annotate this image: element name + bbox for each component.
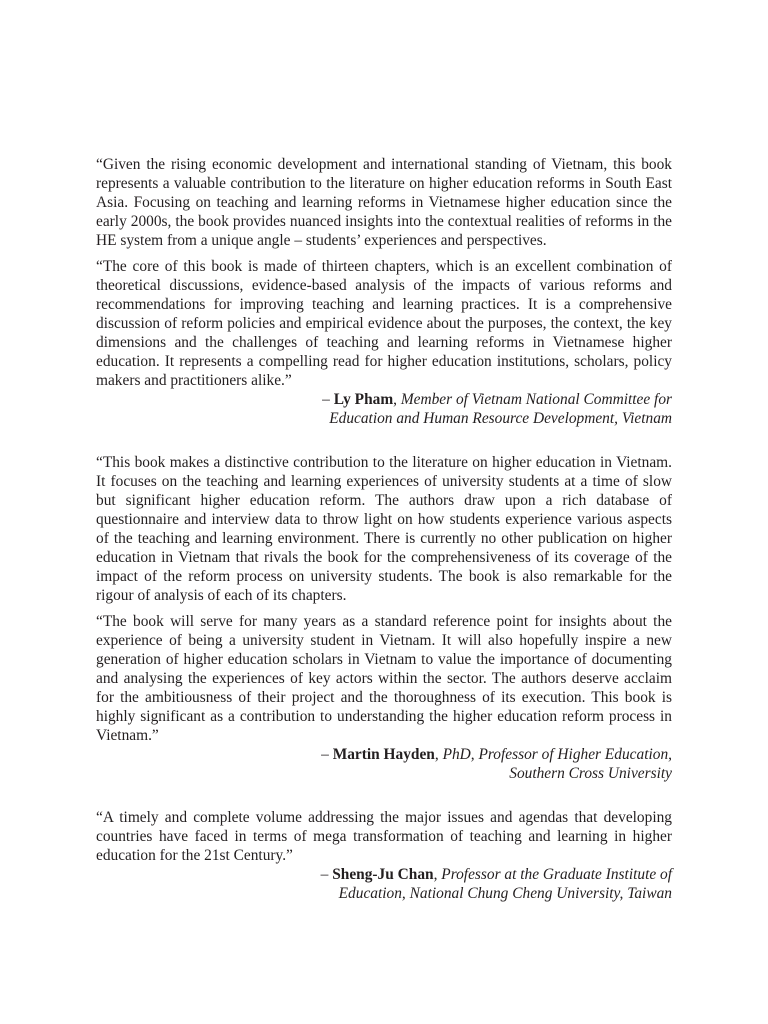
endorsement-paragraph: “The book will serve for many years as a standard reference point for insights about the experience of being a university student in Vietnam. It will also hopefully inspire a new generation of higher education scholars in Vietnam to value the importance of documenting and analysing the experiences of key actors within the sector. The authors deserve acclaim for the ambitiousness of their project and the thoroughness of its execution. This book is highly significant as a contribution to understanding the higher education reform process in Vietnam.” (96, 613, 672, 744)
attribution-separator: , (433, 866, 442, 883)
endorsement-sheng-ju-chan (96, 808, 672, 903)
endorsement-paragraph: “This book makes a distinctive contribution to the literature on higher education in Vietnam. It focuses on the teaching and learning experiences of university students at a time of slow but significant higher education reform. The authors draw upon a rich database of questionnaire and interview data to throw light on how students experience various aspects of the teaching and learning environment. There is currently no other publication on higher education in Vietnam that rivals the book for the comprehensiveness of its coverage of the impact of the reform process on university students. The book is also remarkable for the rigour of analysis of each of its chapters. (96, 454, 672, 604)
endorsement-attribution (96, 390, 672, 428)
attribution-separator: , (434, 746, 443, 763)
endorser-title-line-2: Southern Cross University (509, 765, 672, 782)
endorsement-ly-pham (96, 155, 672, 428)
endorser-title-line-1: Professor at the Graduate Institute of (441, 866, 672, 883)
endorser-name: Sheng-Ju Chan (332, 866, 434, 883)
endorsement-paragraph: “Given the rising economic development and international standing of Vietnam, this book represents a valuable contribution to the literature on higher education reforms in South East Asia. Focusing on teaching and learning reforms in Vietnamese higher education since the early 2000s, the book provides nuanced insights into the contextual realities of reforms in the HE system from a unique angle – students’ experiences and perspectives. (96, 156, 672, 249)
endorser-title-line-1: Member of Vietnam National Committee for (400, 391, 672, 408)
endorsement-attribution (96, 745, 672, 783)
attribution-dash: – (322, 391, 334, 408)
endorsement-paragraph: “A timely and complete volume addressing the major issues and agendas that developing countries have faced in terms of mega transformation of teaching and learning in higher education for the 21st Century.” (96, 809, 672, 864)
endorser-title-line-1: PhD, Professor of Higher Education, (442, 746, 672, 763)
endorser-name: Ly Pham (333, 391, 394, 408)
endorsement-attribution (96, 865, 672, 903)
endorser-name: Martin Hayden (332, 746, 435, 763)
endorsement-martin-hayden (96, 453, 672, 783)
endorser-title-line-2: Education and Human Resource Development, Vietnam (329, 410, 672, 427)
attribution-dash: – (320, 866, 333, 883)
attribution-separator: , (393, 391, 401, 408)
endorsement-paragraph: “The core of this book is made of thirteen chapters, which is an excellent combination of theoretical discussions, evidence-based analysis of the impacts of various reforms and recommendations for improving teaching and learning practices. It is a comprehensive discussion of reform policies and empirical evidence about the purposes, the context, the key dimensions and the challenges of teaching and learning reforms in Vietnamese higher education. It represents a compelling read for higher education institutions, scholars, policy makers and practitioners alike.” (96, 258, 672, 389)
endorsements-column (96, 155, 672, 903)
endorser-title-line-2: Education, National Chung Cheng University, Taiwan (338, 885, 672, 902)
attribution-dash: – (321, 746, 333, 763)
